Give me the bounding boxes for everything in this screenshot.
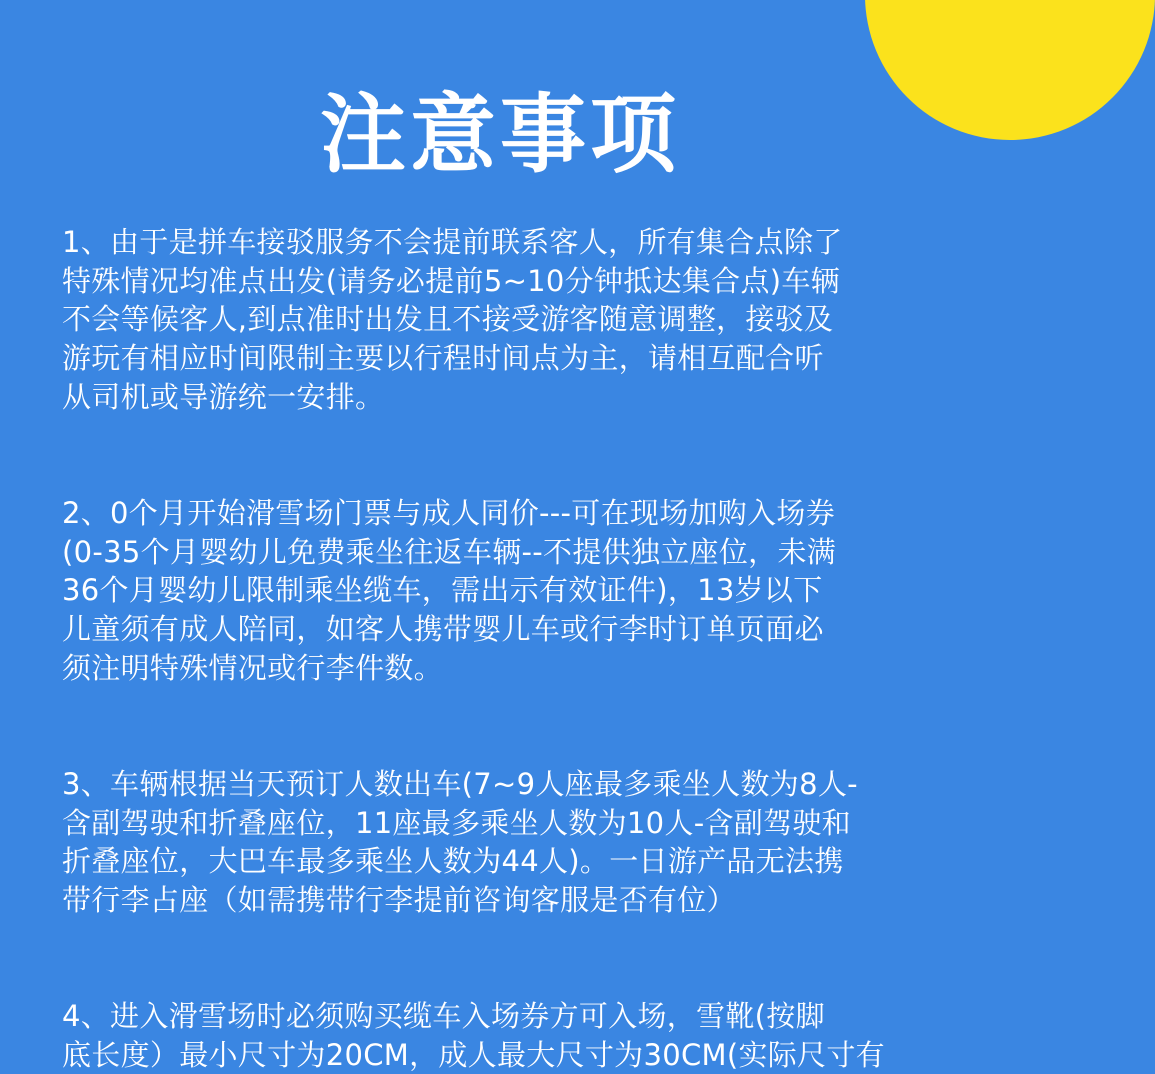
note-spacer: [62, 687, 942, 764]
note-text-line: 折叠座位，大巴车最多乘坐人数为44人)。一日游产品无法携: [62, 844, 844, 879]
note-spacer: [62, 417, 942, 494]
page-title: 注意事项: [320, 85, 680, 185]
note-text-line: 含副驾驶和折叠座位，11座最多乘坐人数为10人-含副驾驶和: [62, 805, 851, 840]
note-text-line: 2、0个月开始滑雪场门票与成人同价---可在现场加购入场券: [62, 495, 835, 530]
note-text-line: 从司机或导游统一安排。: [62, 379, 385, 414]
note-text-line: 儿童须有成人陪同，如客人携带婴儿车或行李时订单页面必: [62, 612, 824, 647]
note-text-line: 3、车辆根据当天预订人数出车(7~9人座最多乘坐人数为8人-: [62, 766, 858, 801]
note-spacer: [62, 920, 942, 997]
note-text-line: 36个月婴幼儿限制乘坐缆车，需出示有效证件)，13岁以下: [62, 573, 823, 608]
note-item-1: [62, 223, 942, 417]
note-text-line: 1、由于是拼车接驳服务不会提前联系客人，所有集合点除了: [62, 225, 843, 259]
note-item-3: [62, 765, 942, 920]
note-text-line: 4、进入滑雪场时必须购买缆车入场券方可入场，雪靴(按脚: [62, 999, 825, 1034]
note-text-line: 带行李占座（如需携带行李提前咨询客服是否有位）: [62, 882, 736, 917]
note-text-line: 游玩有相应时间限制主要以行程时间点为主，请相互配合听: [62, 341, 824, 376]
note-text-line: 特殊情况均准点出发(请务必提前5~10分钟抵达集合点)车辆: [62, 263, 840, 298]
note-text-line: 须注明特殊情况或行李件数。: [62, 650, 443, 685]
note-text-line: 不会等候客人,到点准时出发且不接受游客随意调整，接驳及: [62, 302, 834, 337]
note-text-line: (0-35个月婴幼儿免费乘坐往返车辆--不提供独立座位，未满: [62, 534, 837, 569]
note-text-line: 底长度）最小尺寸为20CM，成人最大尺寸为30CM(实际尺寸有: [62, 1037, 885, 1072]
note-item-2: [62, 494, 942, 688]
note-item-4: [62, 997, 942, 1074]
notes-list: [62, 223, 942, 1074]
